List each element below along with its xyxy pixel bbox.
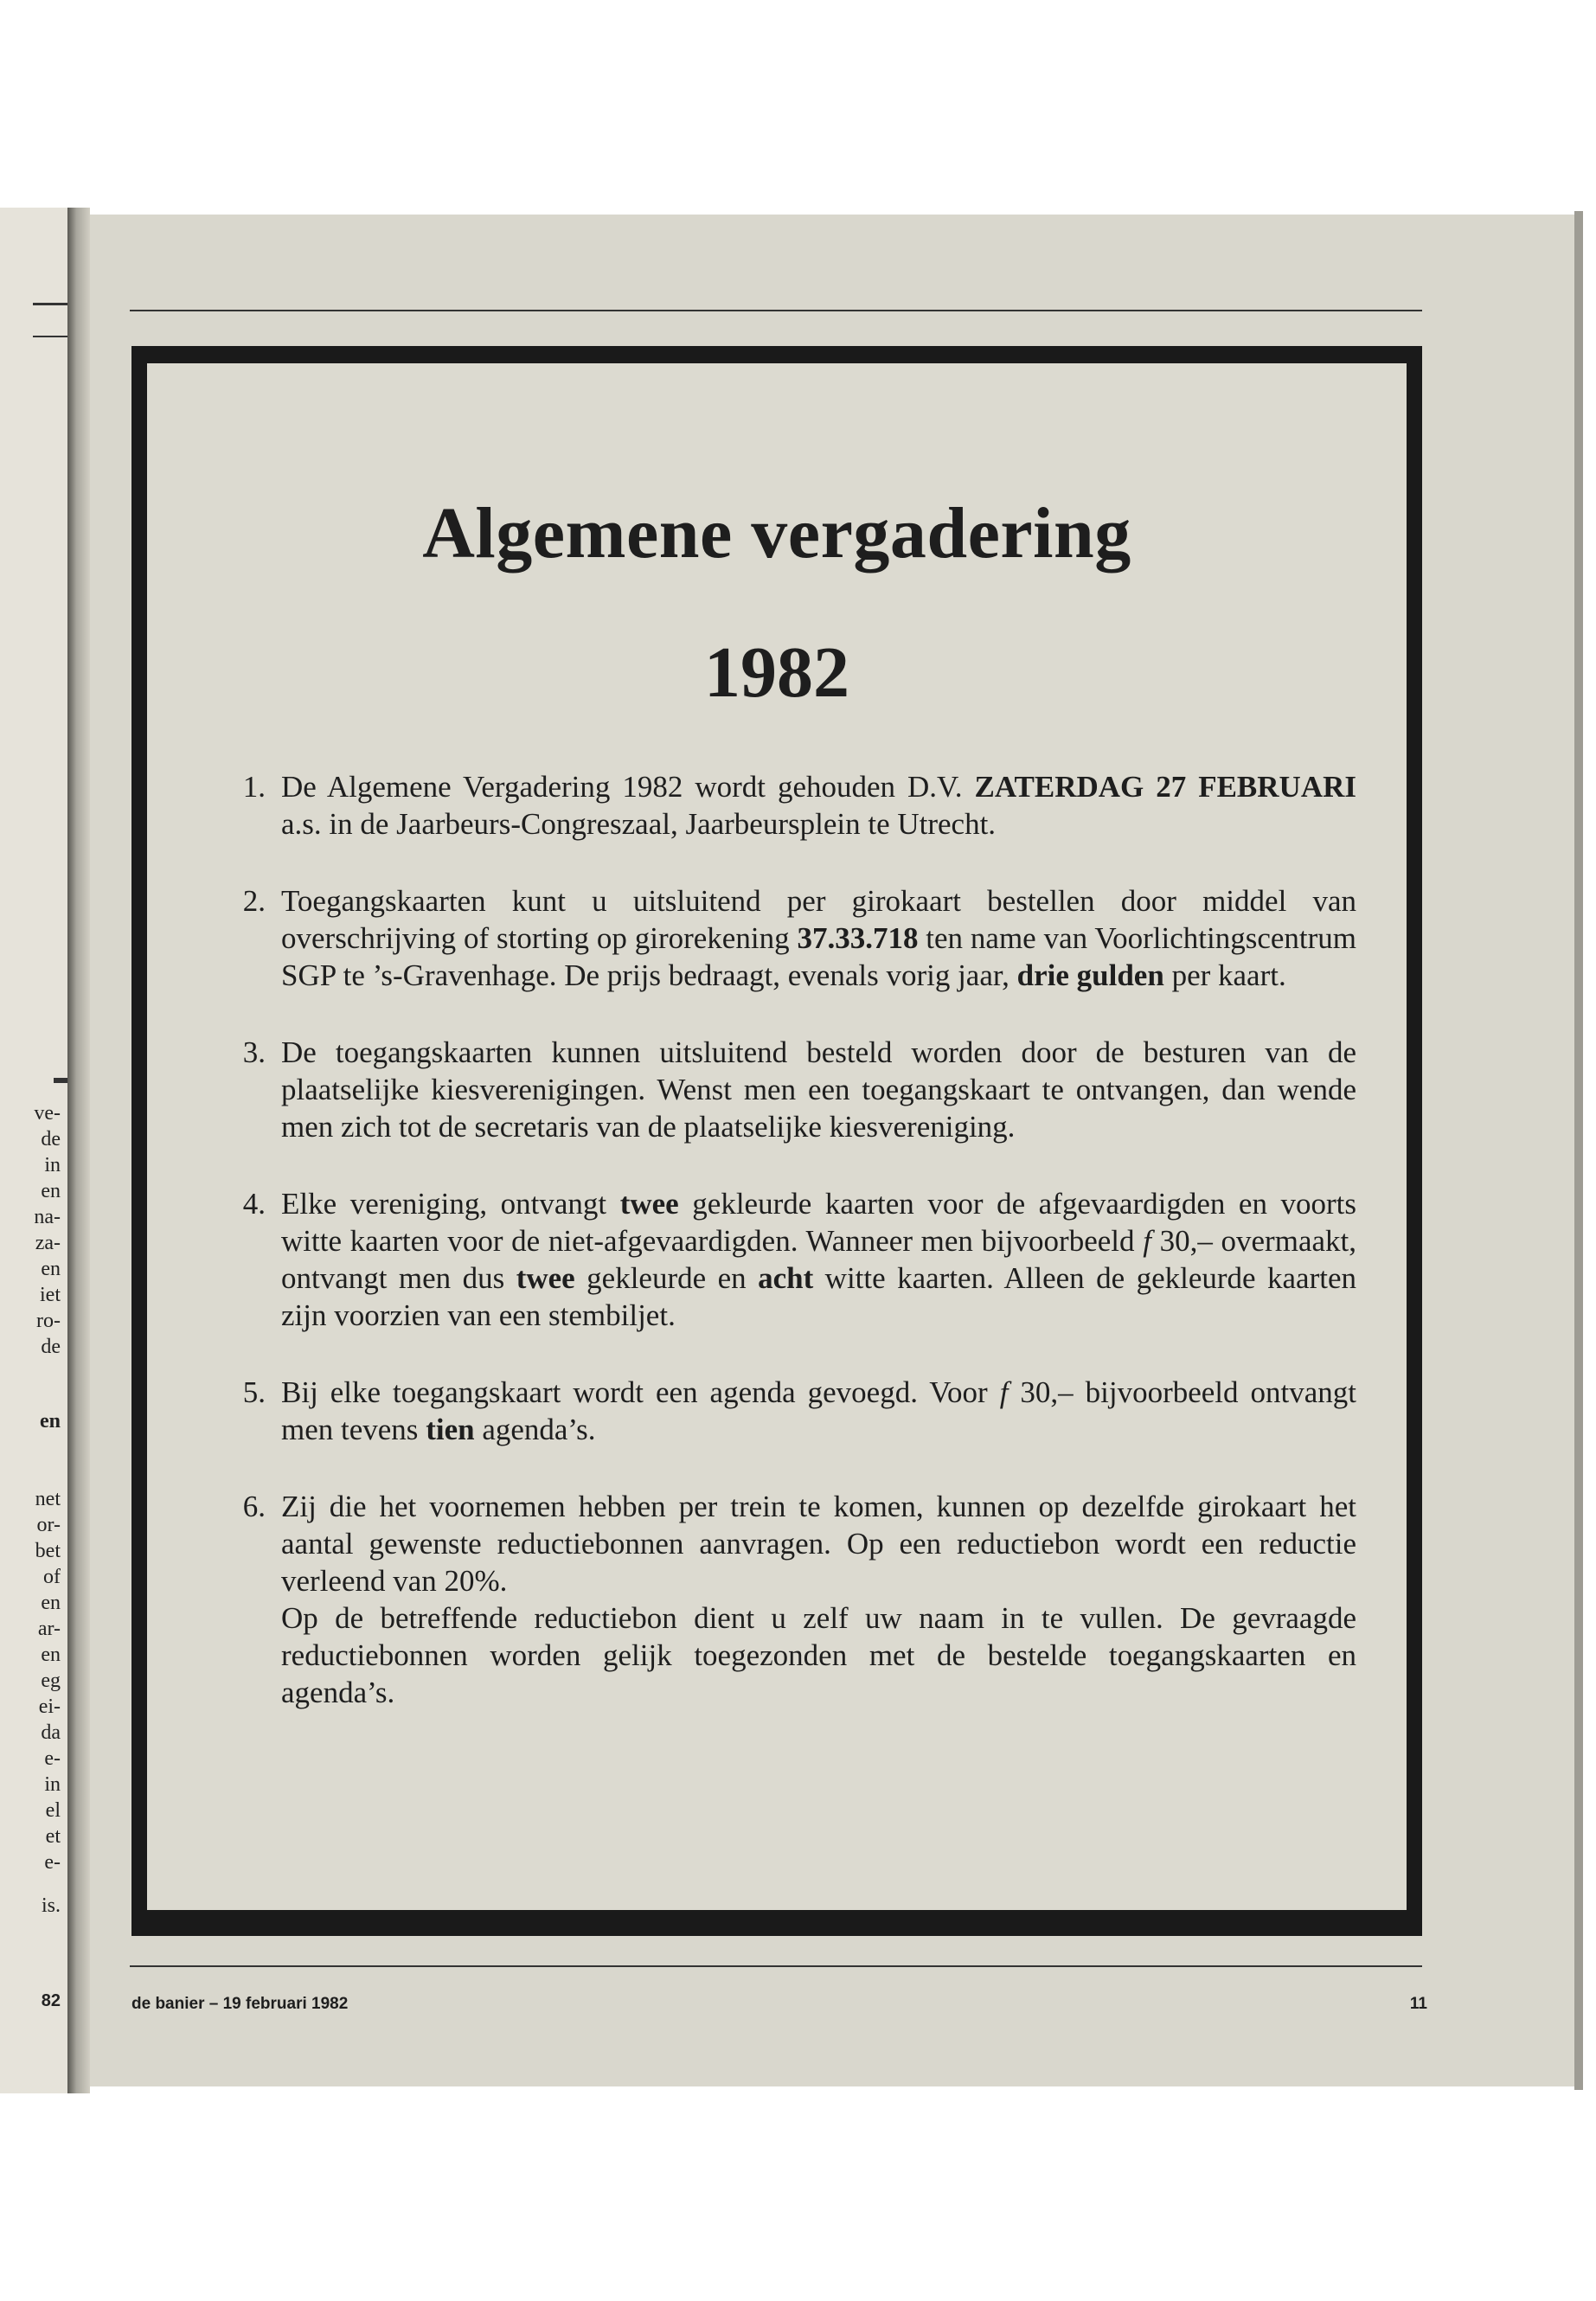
list-item-text (281, 768, 1356, 843)
text-run: Bij elke toegangskaart wordt een agenda gevoegd. Voor (281, 1375, 1000, 1409)
facing-page-text: da (41, 1721, 61, 1744)
text-run: Elke vereniging, ontvangt (281, 1187, 620, 1221)
list-item-text (281, 882, 1356, 994)
facing-page-text: ve- (34, 1102, 61, 1125)
list-item-paragraph (281, 882, 1356, 994)
facing-page-text: 82 (41, 1991, 61, 2010)
list-item-paragraph (281, 1185, 1356, 1334)
facing-page-text: or- (36, 1514, 61, 1536)
bottom-rule (130, 1965, 1422, 1967)
numbered-list (147, 768, 1407, 1711)
bold-text: tien (426, 1413, 475, 1446)
text-run: De toegangskaarten kunnen uitsluitend besteld worden door de besturen van de plaatselijke kiesverenigingen. Wenst men een toegangskaart te ontvangen, dan wende men zich tot de secretaris van de plaatselijke kiesvereniging. (281, 1035, 1356, 1144)
facing-page-text: bet (35, 1540, 61, 1562)
list-item-text (281, 1185, 1356, 1334)
facing-page-rule (33, 336, 67, 337)
list-item (221, 1488, 1356, 1711)
list-item-text (281, 1374, 1356, 1448)
list-item (221, 1185, 1356, 1334)
facing-page-text: e- (44, 1747, 61, 1770)
bold-text: acht (758, 1261, 814, 1295)
text-run: per kaart. (1163, 958, 1286, 992)
magazine-page (90, 215, 1574, 2086)
facing-page-text: iet (40, 1284, 61, 1306)
list-item (221, 768, 1356, 843)
facing-page-text: et (45, 1825, 61, 1848)
list-item-number: 1. (242, 770, 266, 804)
footer-publication: de banier – 19 februari 1982 (131, 1995, 349, 2013)
text-run: ten name van Voorlichtingscentrum SGP te ’s-Gravenhage. De prijs bedraagt, evenals vorig jaar, (281, 921, 1356, 992)
bold-text: ZATERDAG 27 FEBRUARI (974, 770, 1356, 804)
facing-page-text: ei- (38, 1695, 61, 1718)
text-run: 30,– overmaakt, ontvangt men dus (281, 1224, 1356, 1295)
text-run: agenda’s. (474, 1413, 596, 1446)
facing-page-text: eg (41, 1670, 61, 1692)
facing-page-text: en (40, 1410, 61, 1433)
facing-page-text: in (44, 1773, 61, 1796)
facing-page-text: ar- (37, 1618, 61, 1640)
facing-page-text: net (35, 1488, 61, 1510)
list-item (221, 1034, 1356, 1145)
list-item-paragraph (281, 1599, 1356, 1711)
list-item-text (281, 1488, 1356, 1711)
text-run: a.s. in de Jaarbeurs-Congreszaal, Jaarbeursplein te Utrecht. (281, 807, 997, 841)
year-heading: 1982 (704, 632, 849, 713)
page-edge (1574, 211, 1583, 2090)
facing-page-text: ro- (36, 1310, 61, 1332)
facing-page-text: za- (35, 1232, 61, 1254)
list-item-number: 3. (242, 1035, 266, 1069)
facing-page-text: en (41, 1258, 61, 1280)
bold-text: twee (516, 1261, 575, 1295)
list-item-paragraph (281, 1374, 1356, 1448)
text-run: witte kaarten. Alleen de gekleurde kaarten zijn voorzien van een stembiljet. (281, 1261, 1356, 1332)
facing-page-text: en (41, 1644, 61, 1666)
text-run: De Algemene Vergadering 1982 wordt gehouden D.V. (281, 770, 975, 804)
list-item (221, 1374, 1356, 1448)
text-run: gekleurde kaarten voor de afgevaardigden en voorts witte kaarten voor de niet-afgevaardigden. Wanneer men bijvoorbeeld (281, 1187, 1357, 1258)
announcement-box (131, 346, 1422, 1936)
bold-text: 37.33.718 (797, 921, 919, 955)
text-run: 30,– bijvoorbeeld ontvangt men tevens (281, 1375, 1356, 1446)
book-gutter (67, 208, 90, 2093)
list-item-number: 2. (242, 884, 266, 918)
facing-page-text: na- (34, 1206, 61, 1228)
text-run: Zij die het voornemen hebben per trein te komen, kunnen op dezelfde girokaart het aantal gewenste reductiebonnen aanvragen. Op een reductiebon wordt een reductie verleend van 20%. (281, 1490, 1356, 1598)
facing-page-rule (33, 303, 67, 305)
text-run: Op de betreffende reductiebon dient u zelf uw naam in te vullen. De gevraagde reductiebonnen worden gelijk toegezonden met de bestelde toegangskaarten en agenda’s. (281, 1601, 1356, 1709)
facing-page-text: en (41, 1592, 61, 1614)
bold-text: twee (619, 1187, 679, 1221)
facing-page-text: de (41, 1336, 61, 1358)
page-title: Algemene vergadering (422, 493, 1131, 574)
list-item (221, 882, 1356, 994)
facing-page-text: is. (41, 1894, 61, 1917)
italic-text: f (999, 1375, 1009, 1409)
list-item-number: 4. (242, 1187, 266, 1221)
list-item-text (281, 1034, 1356, 1145)
top-rule (130, 310, 1422, 311)
list-item-paragraph (281, 1488, 1356, 1599)
facing-page-fragment (0, 208, 67, 2093)
list-item-paragraph (281, 768, 1356, 843)
italic-text: f (1143, 1224, 1151, 1258)
list-item-number: 6. (242, 1490, 266, 1523)
facing-page-text: e- (44, 1851, 61, 1874)
facing-page-text: en (41, 1180, 61, 1202)
facing-page-text: de (41, 1128, 61, 1150)
facing-page-text: of (43, 1566, 61, 1588)
page-number: 11 (1409, 1995, 1427, 2013)
list-item-number: 5. (242, 1375, 266, 1409)
text-run: gekleurde en (574, 1261, 759, 1295)
bold-text: drie gulden (1016, 958, 1164, 992)
facing-page-text: el (45, 1799, 61, 1822)
text-run: Toegangskaarten kunt u uitsluitend per girokaart bestellen door middel van overschrijving of storting op girorekening (281, 884, 1356, 955)
facing-page-text: in (44, 1154, 61, 1176)
facing-page-rule (54, 1078, 67, 1083)
list-item-paragraph (281, 1034, 1356, 1145)
